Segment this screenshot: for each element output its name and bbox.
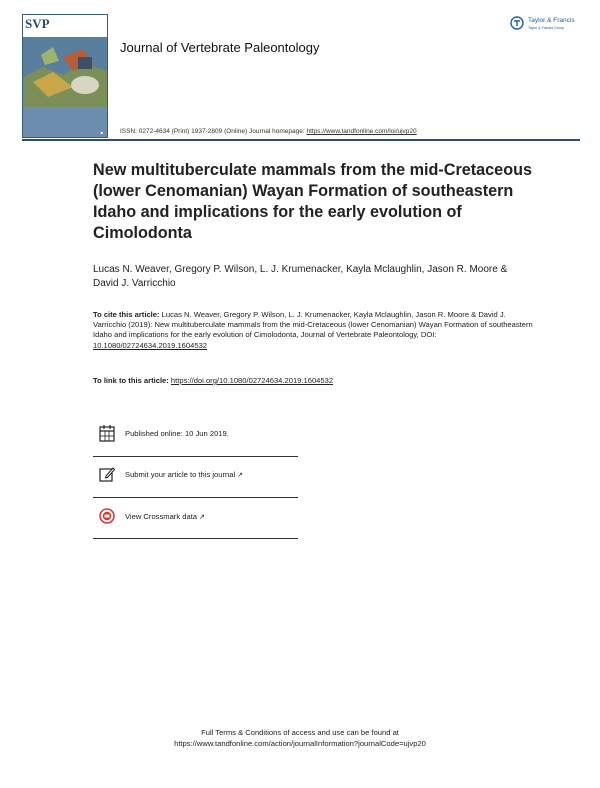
- cover-label: ■: [100, 130, 103, 135]
- published-date: Published online: 10 Jun 2019.: [125, 429, 229, 438]
- publisher-name: Taylor & Francis: [528, 17, 575, 24]
- published-row: [93, 420, 298, 454]
- journal-title[interactable]: Journal of Vertebrate Paleontology: [120, 40, 320, 55]
- journal-cover: [22, 14, 108, 138]
- link-label: To link to this article:: [93, 376, 171, 385]
- cover-illustration: [23, 37, 107, 107]
- external-link-icon: ↗: [199, 514, 205, 521]
- divider: [93, 538, 298, 539]
- edit-icon: [99, 465, 115, 483]
- cover-footer: [23, 107, 107, 137]
- publisher-logo-icon: [510, 16, 524, 30]
- citation-text: Lucas N. Weaver, Gregory P. Wilson, L. J. Krumenacker, Kayla Mclaughlin, Jason R. Moore & David J. Varricchio (2019): New multituberculate mammals from the mid-Cretaceous (lower Cenomanian) Wayan Formation of southeastern Idaho and implications for the early evolution of Cimolodonta, Journal of Vertebrate Paleontology, DOI:: [93, 310, 533, 340]
- cover-header: [23, 15, 107, 37]
- publisher-logo[interactable]: [510, 16, 580, 40]
- citation-block: [93, 310, 533, 351]
- submit-article-label: Submit your article to this journal: [125, 470, 236, 479]
- citation-label: To cite this article:: [93, 310, 160, 319]
- terms-link[interactable]: https://www.tandfonline.com/action/journalInformation?journalCode=ujvp20: [174, 738, 426, 748]
- external-link-icon: ↗: [237, 472, 244, 479]
- article-title[interactable]: New multituberculate mammals from the mid-Cretaceous (lower Cenomanian) Wayan Formation of southeastern Idaho and implications for the early evolution of Cimolodonta: [93, 161, 532, 242]
- crossmark-label: View Crossmark data: [125, 512, 198, 521]
- publisher-tagline: Taylor & Francis Group: [528, 26, 564, 30]
- crossmark-link[interactable]: [125, 512, 205, 521]
- issn-text: ISSN: 0272-4634 (Print) 1937-2809 (Online) Journal homepage:: [120, 128, 307, 135]
- article-doi-link[interactable]: https://doi.org/10.1080/02724634.2019.1604532: [170, 376, 334, 385]
- header-rule: [22, 139, 580, 141]
- calendar-icon: [99, 424, 115, 442]
- article-link-line: [93, 376, 333, 385]
- submit-article-link[interactable]: [125, 470, 243, 479]
- terms-text: Full Terms & Conditions of access and use can be found at: [201, 728, 399, 737]
- divider: [93, 456, 298, 457]
- crossmark-icon: [99, 507, 115, 525]
- article-authors: Lucas N. Weaver, Gregory P. Wilson, L. J. Krumenacker, Kayla Mclaughlin, Jason R. Moore & David J. Varricchio: [93, 264, 508, 289]
- page-footer: [0, 728, 600, 749]
- submit-article-row[interactable]: [93, 461, 298, 495]
- cover-badge: SVP: [25, 16, 50, 31]
- citation-doi-link[interactable]: 10.1080/02724634.2019.1604532: [93, 340, 208, 350]
- issn-line: [120, 128, 417, 135]
- crossmark-row[interactable]: [93, 503, 298, 537]
- divider: [93, 497, 298, 498]
- journal-homepage-link[interactable]: https://www.tandfonline.com/loi/ujvp20: [306, 128, 417, 135]
